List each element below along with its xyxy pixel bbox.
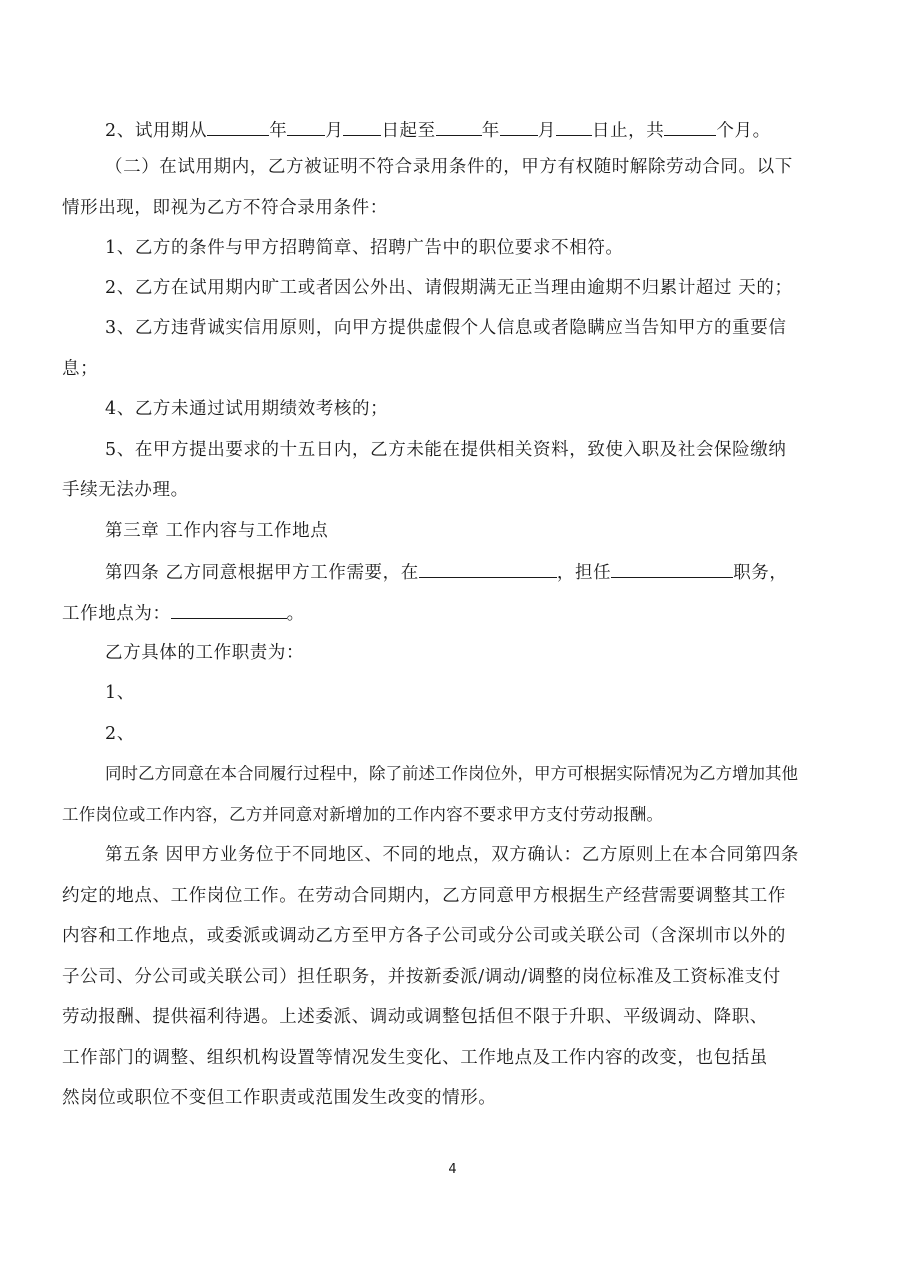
- paragraph-line: （二）在试用期内，乙方被证明不符合录用条件的，甲方有权随时解除劳动合同。以下: [105, 157, 793, 177]
- paragraph-line: 第五条 因甲方业务位于不同地区、不同的地点，双方确认：乙方原则上在本合同第四条: [105, 845, 799, 865]
- condition-item: 手续无法办理。: [62, 480, 189, 500]
- condition-item: 3、乙方违背诚实信用原则，向甲方提供虚假个人信息或者隐瞒应当告知甲方的重要信: [105, 318, 787, 338]
- article4-prefix: 第四条 乙方同意根据甲方工作需要，在: [105, 563, 419, 583]
- blank-end-year: [436, 117, 482, 136]
- article4-line: [105, 559, 788, 585]
- paragraph-line: 劳动报酬、提供福利待遇。上述委派、调动或调整包括但不限于升职、平级调动、降职、: [62, 1007, 768, 1027]
- probation-period-line: [105, 117, 771, 143]
- workplace-label: 工作地点为：: [62, 604, 171, 624]
- page-number: 4: [448, 1162, 457, 1177]
- condition-item: 息；: [62, 359, 99, 379]
- blank-end-month: [500, 117, 538, 136]
- workplace-end: 。: [286, 604, 305, 624]
- label-day-from: 日起至: [381, 121, 436, 141]
- condition-item: 1、乙方的条件与甲方招聘简章、招聘广告中的职位要求不相符。: [105, 238, 624, 258]
- paragraph-line: 约定的地点、工作岗位工作。在劳动合同期内，乙方同意甲方根据生产经营需要调整其工作: [62, 886, 786, 906]
- paragraph-line: 然岗位或职位不变但工作职责或范围发生改变的情形。: [62, 1088, 497, 1108]
- label-day-to: 日止，共: [591, 121, 665, 141]
- chapter-title: 第三章 工作内容与工作地点: [105, 521, 329, 541]
- paragraph-line: 工作部门的调整、组织机构设置等情况发生变化、工作地点及工作内容的改变，也包括虽: [62, 1048, 768, 1068]
- paragraph-line: 内容和工作地点，或委派或调动乙方至甲方各子公司或分公司或关联公司（含深圳市以外的: [62, 926, 786, 946]
- paragraph-line: 工作岗位或工作内容，乙方并同意对新增加的工作内容不要求甲方支付劳动报酬。: [62, 805, 664, 824]
- duty-item: 1、: [105, 683, 135, 703]
- label-year: 年: [269, 121, 288, 141]
- condition-item: 4、乙方未通过试用期绩效考核的；: [105, 399, 389, 419]
- paragraph-line: 同时乙方同意在本合同履行过程中，除了前述工作岗位外，甲方可根据实际情况为乙方增加其他: [105, 764, 798, 783]
- duty-item: 2、: [105, 724, 135, 744]
- workplace-line: [62, 600, 305, 626]
- blank-department: [419, 559, 557, 578]
- article4-position-label: ，担任: [556, 563, 612, 583]
- blank-start-month: [287, 117, 325, 136]
- condition-item: 5、在甲方提出要求的十五日内，乙方未能在提供相关资料，致使入职及社会保险缴纳: [105, 440, 787, 460]
- paragraph-line: 情形出现，即视为乙方不符合录用条件：: [62, 198, 388, 218]
- duties-heading: 乙方具体的工作职责为：: [105, 643, 305, 663]
- article4-suffix: 职务，: [733, 563, 788, 583]
- paragraph-line: 子公司、分公司或关联公司）担任职务，并按新委派/调动/调整的岗位标准及工资标准支付: [62, 967, 781, 987]
- blank-workplace: [171, 600, 287, 619]
- blank-end-day: [556, 117, 592, 136]
- label-months: 个月。: [716, 121, 771, 141]
- label-month: 月: [325, 121, 344, 141]
- label-month: 月: [537, 121, 556, 141]
- condition-item: 2、乙方在试用期内旷工或者因公外出、请假期满无正当理由逾期不归累计超过 天的；: [105, 278, 793, 298]
- label-year: 年: [481, 121, 500, 141]
- blank-start-day: [343, 117, 381, 136]
- probation-prefix: 2、试用期从: [105, 121, 208, 141]
- blank-start-year: [207, 117, 269, 136]
- blank-position: [611, 559, 733, 578]
- blank-months: [664, 117, 716, 136]
